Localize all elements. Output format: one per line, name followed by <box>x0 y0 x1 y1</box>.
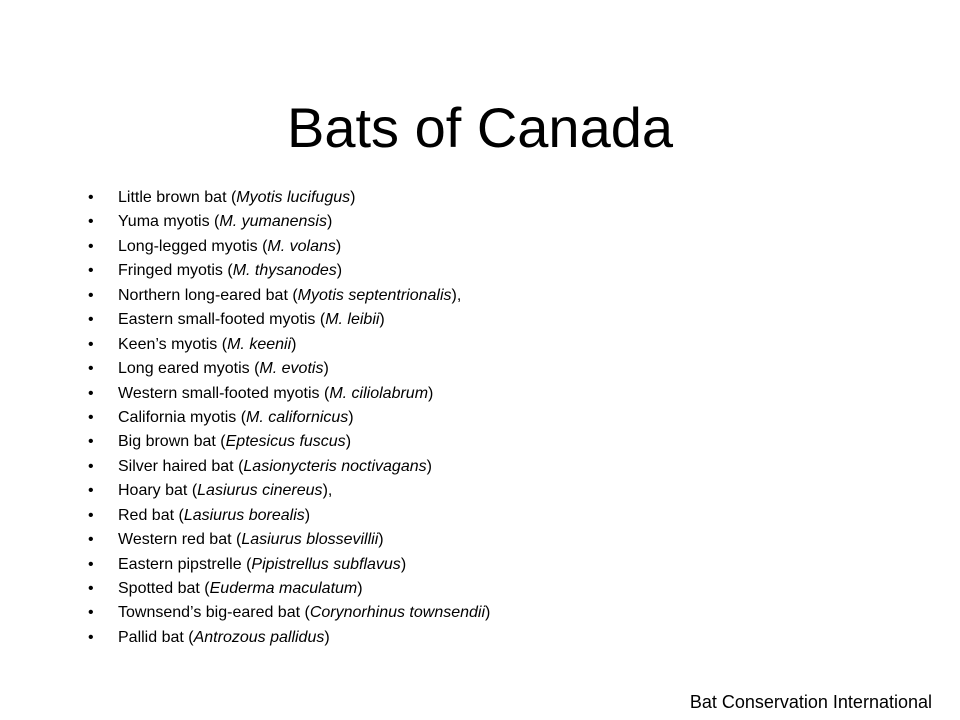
common-name: Spotted bat <box>118 580 200 597</box>
list-item: • California myotis (M. californicus) <box>88 406 490 430</box>
common-name: California myotis <box>118 408 237 426</box>
name-suffix: ) <box>426 457 432 475</box>
scientific-name: Lasionycteris noctivagans <box>243 457 427 475</box>
scientific-name: Myotis septentrionalis <box>297 286 452 304</box>
scientific-name: M. californicus <box>246 408 349 426</box>
name-suffix: ) <box>348 408 354 426</box>
name-suffix: ) <box>291 335 297 353</box>
list-item: • Western red bat (Lasiurus blossevillii) <box>88 528 490 552</box>
common-name: Pallid bat <box>118 628 184 646</box>
scientific-name: Antrozous pallidus <box>193 628 325 646</box>
bullet-icon: • <box>88 531 94 549</box>
name-suffix: ) <box>379 311 385 329</box>
bullet-icon: • <box>88 189 94 206</box>
name-suffix: ), <box>451 286 462 304</box>
list-item: • Pallid bat (Antrozous pallidus) <box>88 626 490 650</box>
common-name: Hoary bat <box>118 482 188 500</box>
name-suffix: ) <box>336 262 343 280</box>
name-suffix: ) <box>323 360 329 378</box>
list-item: • Townsend’s big-eared bat (Corynorhinus townsendii) <box>88 601 490 625</box>
common-name: Silver haired bat <box>118 457 234 475</box>
scientific-name: Eptesicus fuscus <box>225 433 346 451</box>
common-name: Little brown bat <box>118 189 227 206</box>
list-item: • Spotted bat (Euderma maculatum) <box>88 577 490 601</box>
common-name: Long eared myotis <box>118 360 250 378</box>
list-item: • Long eared myotis (M. evotis) <box>88 357 490 381</box>
list-item: • Yuma myotis (M. yumanensis) <box>88 210 490 234</box>
scientific-name: M. ciliolabrum <box>329 384 429 402</box>
common-name: Big brown bat <box>118 433 216 451</box>
scientific-name: Corynorhinus townsendii <box>309 604 486 622</box>
slide-title: Bats of Canada <box>286 96 674 159</box>
name-suffix: ) <box>378 531 384 549</box>
scientific-name: Lasiurus blossevillii <box>241 531 379 549</box>
scientific-name: M. thysanodes <box>232 262 337 280</box>
scientific-name: M. evotis <box>259 360 324 378</box>
list-item: • Little brown bat (Myotis lucifugus) <box>88 186 490 210</box>
name-suffix: ) <box>326 213 333 231</box>
name-suffix: ) <box>400 555 407 573</box>
list-item: • Silver haired bat (Lasionycteris noctivagans) <box>88 455 490 479</box>
list-item: • Hoary bat (Lasiurus cinereus), <box>88 479 490 503</box>
list-item: • Fringed myotis (M. thysanodes) <box>88 259 490 283</box>
common-name: Northern long-eared bat <box>118 286 288 304</box>
name-suffix: ), <box>322 482 333 500</box>
list-item: • Eastern pipstrelle (Pipistrellus subflavus) <box>88 553 490 577</box>
name-suffix: ) <box>357 580 363 597</box>
common-name: Long-legged myotis <box>118 237 258 255</box>
scientific-name: M. keenii <box>227 335 292 353</box>
name-suffix: ) <box>324 628 330 646</box>
list-item: • Northern long-eared bat (Myotis septentrionalis), <box>88 284 490 308</box>
bullet-icon: • <box>88 262 94 280</box>
common-name: Fringed myotis <box>118 262 223 280</box>
bullet-icon: • <box>88 628 94 646</box>
common-name: Red bat <box>118 506 175 524</box>
bullet-icon: • <box>88 433 94 451</box>
name-suffix: ) <box>485 604 491 622</box>
scientific-name: Lasiurus cinereus <box>197 482 323 500</box>
list-item: • Long-legged myotis (M. volans) <box>88 235 490 259</box>
scientific-name: M. volans <box>267 237 336 255</box>
scientific-name: Euderma maculatum <box>209 580 358 597</box>
bullet-icon: • <box>88 482 94 500</box>
common-name: Eastern pipstrelle <box>118 555 242 573</box>
name-suffix: ) <box>428 384 434 402</box>
common-name: Western red bat <box>118 531 232 549</box>
name-suffix: ) <box>345 433 352 451</box>
list-item: • Keen’s myotis (M. keenii) <box>88 333 490 357</box>
bullet-icon: • <box>88 311 94 329</box>
list-item: • Red bat (Lasiurus borealis) <box>88 504 490 528</box>
common-name: Eastern small-footed myotis <box>118 311 316 329</box>
common-name: Western small-footed myotis <box>118 384 320 402</box>
list-item: • Western small-footed myotis (M. ciliolabrum) <box>88 382 490 406</box>
bullet-icon: • <box>88 335 94 353</box>
common-name: Townsend’s big-eared bat <box>118 604 301 622</box>
bullet-icon: • <box>88 555 94 573</box>
bullet-icon: • <box>88 408 94 426</box>
bullet-icon: • <box>88 384 94 402</box>
scientific-name: M. leibii <box>325 311 380 329</box>
list-item: • Eastern small-footed myotis (M. leibii) <box>88 308 490 332</box>
bullet-icon: • <box>88 237 94 255</box>
name-suffix: ) <box>350 189 356 206</box>
bullet-icon: • <box>88 457 94 475</box>
name-suffix: ) <box>304 506 311 524</box>
scientific-name: M. yumanensis <box>219 213 327 231</box>
bullet-icon: • <box>88 604 94 622</box>
bat-species-list <box>88 186 490 650</box>
bullet-icon: • <box>88 580 94 597</box>
scientific-name: Pipistrellus subflavus <box>251 555 401 573</box>
scientific-name: Myotis lucifugus <box>236 189 351 206</box>
list-item: • Big brown bat (Eptesicus fuscus) <box>88 430 490 454</box>
bullet-icon: • <box>88 360 94 378</box>
bullet-icon: • <box>88 213 94 231</box>
name-suffix: ) <box>335 237 342 255</box>
common-name: Keen’s myotis <box>118 335 218 353</box>
bullet-icon: • <box>88 286 94 304</box>
scientific-name: Lasiurus borealis <box>183 506 305 524</box>
bullet-icon: • <box>88 506 94 524</box>
footer-credit: Bat Conservation International <box>689 692 932 712</box>
common-name: Yuma myotis <box>118 213 210 231</box>
